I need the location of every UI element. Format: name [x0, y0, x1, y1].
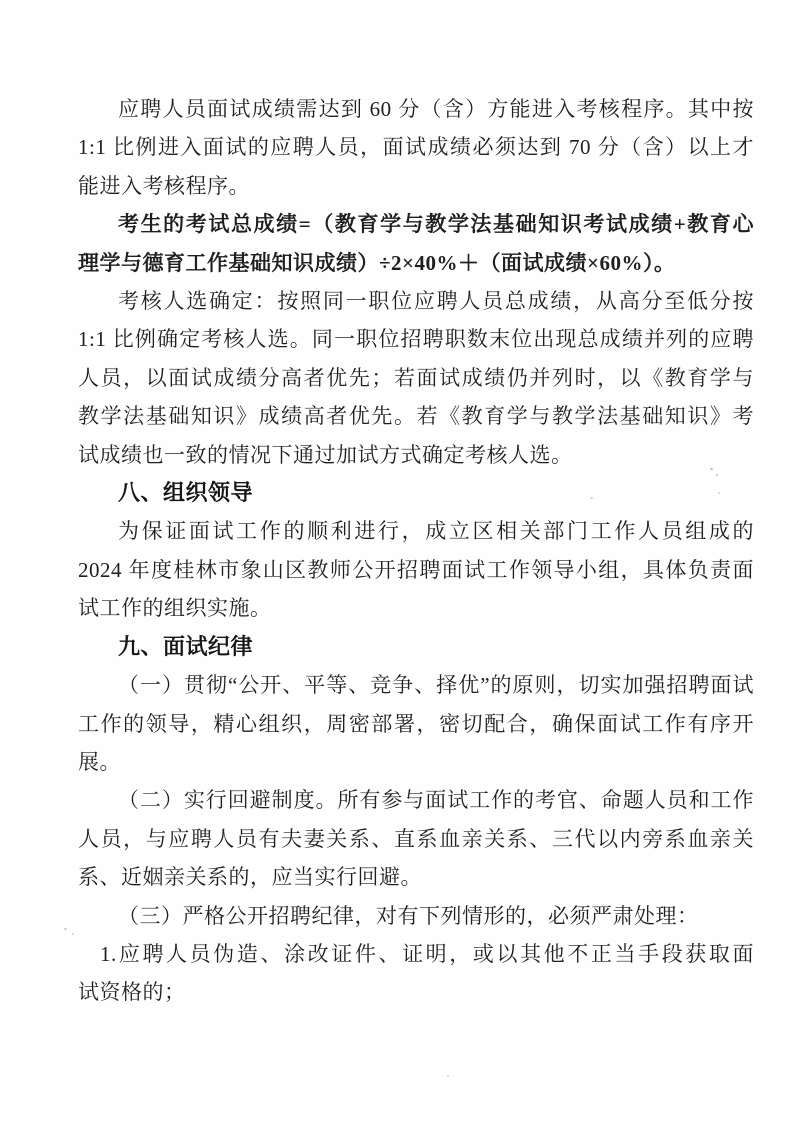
scan-speck — [72, 933, 74, 935]
text-line: 能进入考核程序。 — [78, 173, 250, 198]
text-line: 考核人选确定：按照同一职位应聘人员总成绩，从高分至低分按 — [118, 289, 754, 314]
text-line: 理学与德育工作基础知识成绩）÷2×40%＋（面试成绩×60%）。 — [78, 250, 676, 275]
scan-speck — [447, 1075, 449, 1077]
text-line: 为保证面试工作的顺利进行，成立区相关部门工作人员组成的 — [118, 519, 754, 544]
text-line: 应聘人员面试成绩需达到 60 分（含）方能进入考核程序。其中按 — [118, 97, 754, 121]
scan-speck — [590, 497, 593, 499]
section-heading: 九、面试纪律 — [118, 633, 254, 659]
text-line: 2024 年度桂林市象山区教师公开招聘面试工作领导小组，具体负责面 — [78, 557, 754, 582]
text-line: （二）实行回避制度。所有参与面试工作的考官、命题人员和工作 — [118, 788, 754, 813]
text-line: 工作的领导，精心组织，周密部署，密切配合，确保面试工作有序开 — [78, 711, 754, 736]
text-line: 试成绩也一致的情况下通过加试方式确定考核人选。 — [78, 442, 573, 467]
scan-speck — [716, 474, 718, 476]
text-line: 展。 — [78, 749, 121, 774]
text-line: 试工作的组织实施。 — [78, 596, 272, 621]
text-line: 1:1 比例进入面试的应聘人员，面试成绩必须达到 70 分（含）以上才 — [78, 135, 754, 160]
text-line: （三）严格公开招聘纪律，对有下列情形的，必须严肃处理： — [118, 903, 699, 928]
scan-speck — [718, 492, 720, 494]
section-heading: 八、组织领导 — [118, 480, 254, 506]
text-line: 教学法基础知识》成绩高者优先。若《教育学与教学法基础知识》考 — [78, 404, 754, 429]
text-line: 系、近姻亲关系的，应当实行回避。 — [78, 865, 422, 890]
text-line: 1.应聘人员伪造、涂改证件、证明，或以其他不正当手段获取面 — [100, 941, 754, 966]
text-line: 1:1 比例确定考核人选。同一职位招聘职数末位出现总成绩并列的应聘 — [78, 327, 754, 352]
text-line: 考生的考试总成绩=（教育学与教学法基础知识考试成绩+教育心 — [118, 212, 754, 237]
text-line: 试资格的； — [78, 980, 186, 1005]
text-line: 人员，与应聘人员有夫妻关系、直系血亲关系、三代以内旁系血亲关 — [78, 826, 754, 851]
text-line: 人员，以面试成绩分高者优先；若面试成绩仍并列时，以《教育学与 — [78, 365, 754, 390]
scan-speck — [64, 928, 67, 930]
document-text-block — [78, 90, 754, 1012]
text-line: （一）贯彻“公开、平等、竞争、择优”的原则，切实加强招聘面试 — [118, 673, 754, 698]
